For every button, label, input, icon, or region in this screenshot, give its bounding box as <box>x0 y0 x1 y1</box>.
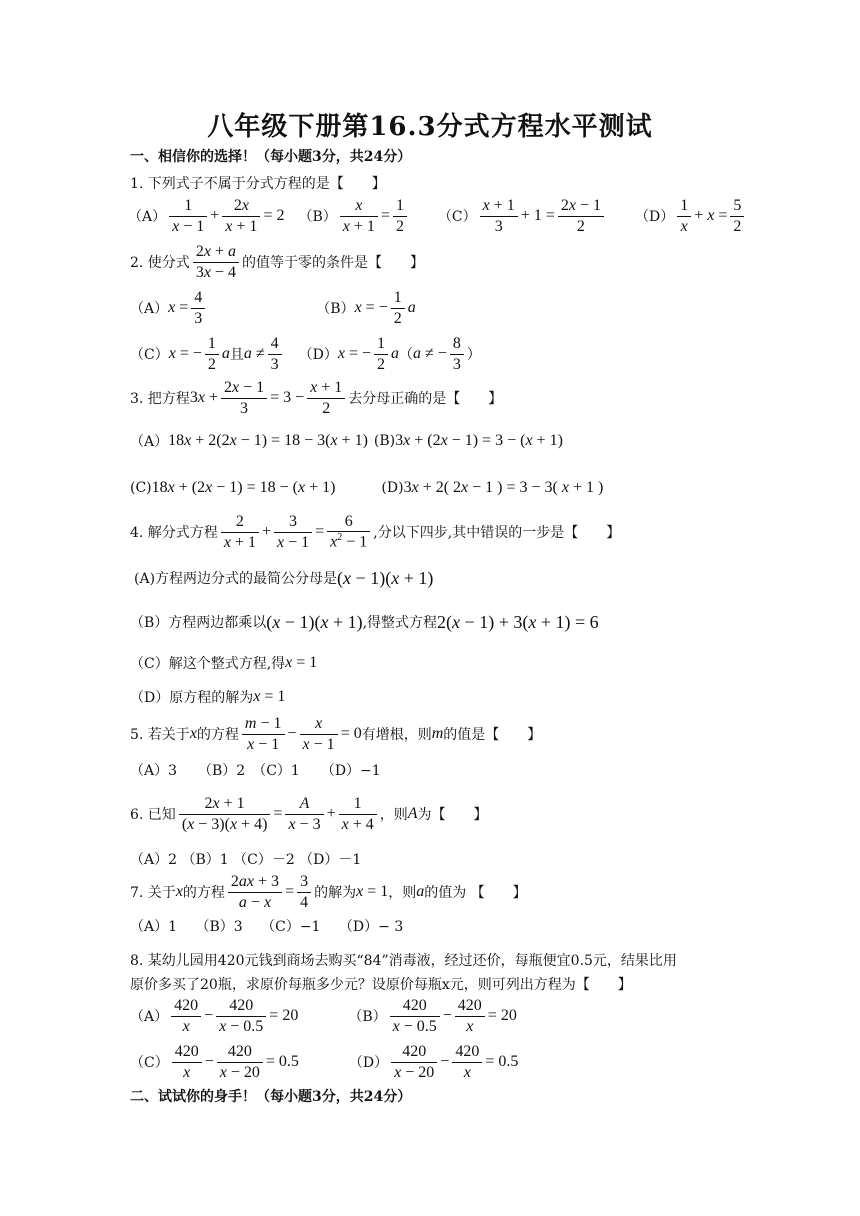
question-4-option-b: （B）方程两边都乘以 (x − 1)(x + 1) ,得整式方程 2(x − 1) + 3(x + 1) = 6 <box>130 611 599 632</box>
option-label-d: （D） <box>634 209 675 225</box>
question-4-option-c: （C）解这个整式方程,得 x = 1 <box>130 654 318 672</box>
page-title: 八年级下册第16.3分式方程水平测试 <box>207 112 653 142</box>
question-7-options: （A）1 （B）3 （C）−1 （D）− 3 <box>130 919 404 935</box>
section-heading-2: 二、试试你的身手！（每小题3分，共24分） <box>130 1089 412 1105</box>
question-3-options-ab: （A） 18x + 2(2x − 1) = 18 − 3(x + 1) (B) 3x + (2x − 1) = 3 − (x + 1) <box>130 432 563 450</box>
option-label-c: （C） <box>437 209 477 225</box>
question-8-options-cd: （C） $\frac{420}{x}$ − $\frac{420}{x - 20}$ = 0.5 （D） $\frac{420}{x - 20}$ − $\frac{420}{x}$ = 0.5 <box>130 1043 519 1081</box>
question-2-options-ab: （A） x = $\frac{4}{3}$ （B） x = − $\frac{1}{2}$ a <box>130 289 416 327</box>
section-heading-1: 一、相信你的选择！（每小题3分，共24分） <box>130 149 412 165</box>
question-2-options-cd: （C） x = − $\frac{1}{2}$ a 且 a ≠ $\frac{4}{3}$ （D） x = − $\frac{1}{2}$ a （ a ≠ − $\frac{8}{3}$ ） <box>130 335 481 373</box>
question-2-stem: 2. 使分式 $\frac{2x + a}{3x - 4}$ 的值等于零的条件是【 】 <box>130 243 424 281</box>
question-3-stem: 3. 把方程 3x + $\frac{2x - 1}{3}$ = 3 − $\frac{x + 1}{2}$ 去分母正确的是【 】 <box>130 379 503 417</box>
question-4-stem: 4. 解分式方程 $\frac{2}{x + 1}$ + $\frac{3}{x - 1}$ = $\frac{6}{x^2 - 1}$ ,分以下四步,其中错误的一步是【 】 <box>130 513 621 551</box>
question-7-stem: 7. 关于 x 的方程 $\frac{2ax + 3}{a - x}$ = $\frac{3}{4}$ 的解为 x = 1 ，则 a 的值为 【 】 <box>130 873 527 911</box>
question-5-options: （A）3 （B）2 （C）1 （D）−1 <box>130 763 381 779</box>
question-8-options-ab: （A） $\frac{420}{x}$ − $\frac{420}{x - 0.5}$ = 20 （B） $\frac{420}{x - 0.5}$ − $\frac{420}{x}$ = 20 <box>130 997 517 1035</box>
question-1-options: （A） $\frac{1}{x - 1}$ + $\frac{2x}{x + 1}$ = 2 （B） $\frac{x}{x + 1}$ = $\frac{1}{2}$ （C） $\frac{x + 1}{3}$ + 1 = $\frac{2x - 1}{2}$ （D） $\frac{1}{x}$ + x = $\frac{5}{2}$ <box>128 194 747 238</box>
question-4-option-a: (A)方程两边分式的最简公分母是 (x − 1)(x + 1) <box>134 567 434 588</box>
question-8-line-1: 8. 某幼儿园用420元钱到商场去购买“84”消毒液，经过还价，每瓶便宜0.5元，结果比用 <box>130 953 677 969</box>
question-6-options: （A）2 （B）1 （C）－2 （D）－1 <box>130 852 362 868</box>
question-8-line-2: 原价多买了20瓶，求原价每瓶多少元？设原价每瓶x元，则可列出方程为【 】 <box>130 977 632 993</box>
question-1-stem: 1. 下列式子不属于分式方程的是【 】 <box>130 176 386 192</box>
question-4-option-d: （D）原方程的解为 x = 1 <box>130 688 286 706</box>
question-3-options-cd: (C) 18x + (2x − 1) = 18 − (x + 1) (D) 3x + 2( 2x − 1 ) = 3 − 3( x + 1 ) <box>130 479 604 496</box>
option-label-b: （B） <box>298 209 337 225</box>
question-6-stem: 6. 已知 $\frac{2x + 1}{(x - 3)(x + 4)}$ = $\frac{A}{x - 3}$ + $\frac{1}{x + 4}$ ，则 A 为【 】 <box>130 795 488 833</box>
question-5-stem: 5. 若关于 x 的方程 $\frac{m - 1}{x - 1}$ − $\frac{x}{x - 1}$ = 0 有增根，则 m 的值是【 】 <box>130 715 542 753</box>
option-label-a: （A） <box>128 209 167 225</box>
